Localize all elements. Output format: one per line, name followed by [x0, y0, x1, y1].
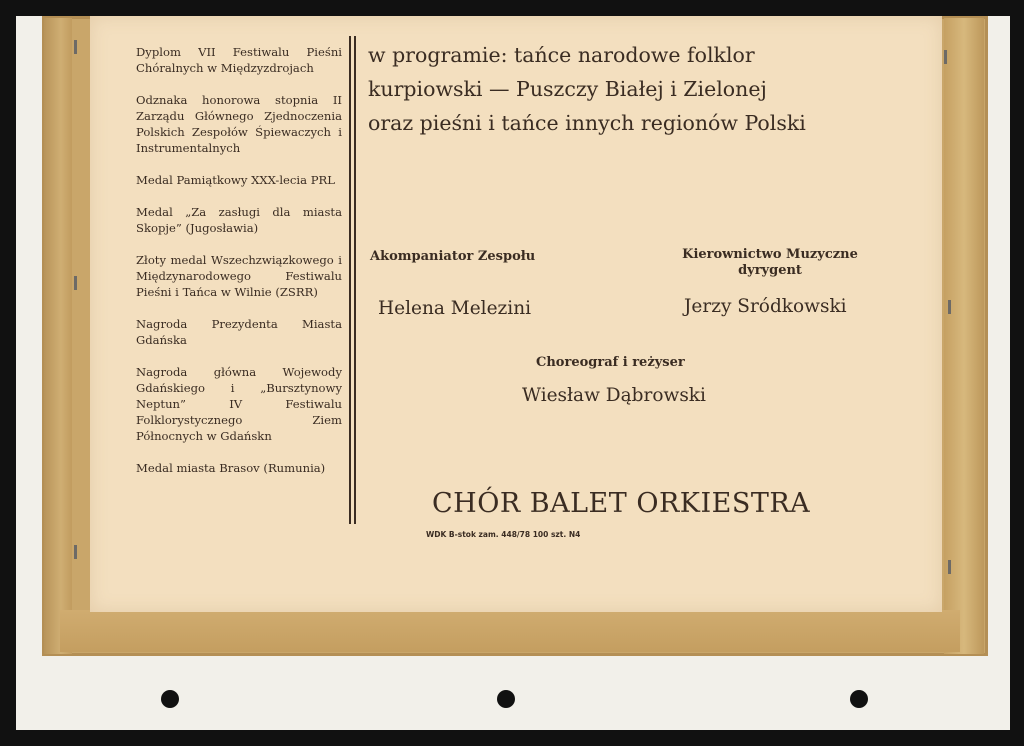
programme-page [90, 16, 942, 612]
award-item: Nagroda główna Wojewody Gdańskiego i „Bursztynowy Neptun” IV Festiwalu Folklorystycznego Ziem Północnych w Gdańskn [136, 365, 342, 443]
tape-right [944, 18, 984, 654]
award-item: Medal „Za zasługi dla miasta Skopje” (Jugosławia) [136, 205, 342, 235]
accompanist-name: Helena Melezini [378, 298, 532, 319]
music-director-label-line: Kierownictwo Muzyczne [682, 247, 858, 262]
ensemble-title: CHÓR BALET ORKIESTRA [432, 488, 811, 519]
choreographer-name: Wiesław Dąbrowski [522, 385, 706, 406]
award-item: Dyplom VII Festiwalu Pieśni Chóralnych w Międzyzdrojach [136, 45, 342, 75]
award-item: Nagroda Prezydenta Miasta Gdańska [136, 317, 342, 347]
programme-line: oraz pieśni i tańce innych regionów Polski [368, 111, 806, 135]
award-item: Złoty medal Wszechzwiązkowego i Międzynarodowego Festiwalu Pieśni i Tańca w Wilnie (ZSRR) [136, 253, 342, 299]
tape-left [44, 18, 72, 654]
tape-bottom [60, 610, 960, 652]
award-item: Medal Pamiątkowy XXX-lecia PRL [136, 173, 335, 187]
binder-hole [497, 690, 515, 708]
staple [944, 50, 947, 64]
divider-line [354, 36, 356, 524]
programme-text [368, 38, 878, 140]
binder-hole [850, 690, 868, 708]
music-director-name: Jerzy Sródkowski [684, 296, 847, 317]
printer-imprint: WDK B-stok zam. 448/78 100 szt. N4 [426, 530, 581, 539]
music-director-label [650, 247, 890, 279]
award-item: Medal miasta Brasov (Rumunia) [136, 461, 326, 475]
staple [74, 40, 77, 54]
staple [74, 545, 77, 559]
programme-line: kurpiowski — Puszczy Białej i Zielonej [368, 77, 767, 101]
choreographer-label: Choreograf i reżyser [536, 355, 685, 370]
divider-line [349, 36, 351, 524]
binder-hole [161, 690, 179, 708]
staple [948, 560, 951, 574]
accompanist-label: Akompaniator Zespołu [370, 249, 536, 264]
award-item: Odznaka honorowa stopnia II Zarządu Głównego Zjednoczenia Polskich Zespołów Śpiewaczych i Instrumentalnych [136, 93, 342, 155]
staple [948, 300, 951, 314]
staple [74, 276, 77, 290]
music-director-label-line: dyrygent [738, 263, 802, 278]
awards-list [136, 44, 342, 492]
programme-line: w programie: tańce narodowe folklor [368, 43, 755, 67]
